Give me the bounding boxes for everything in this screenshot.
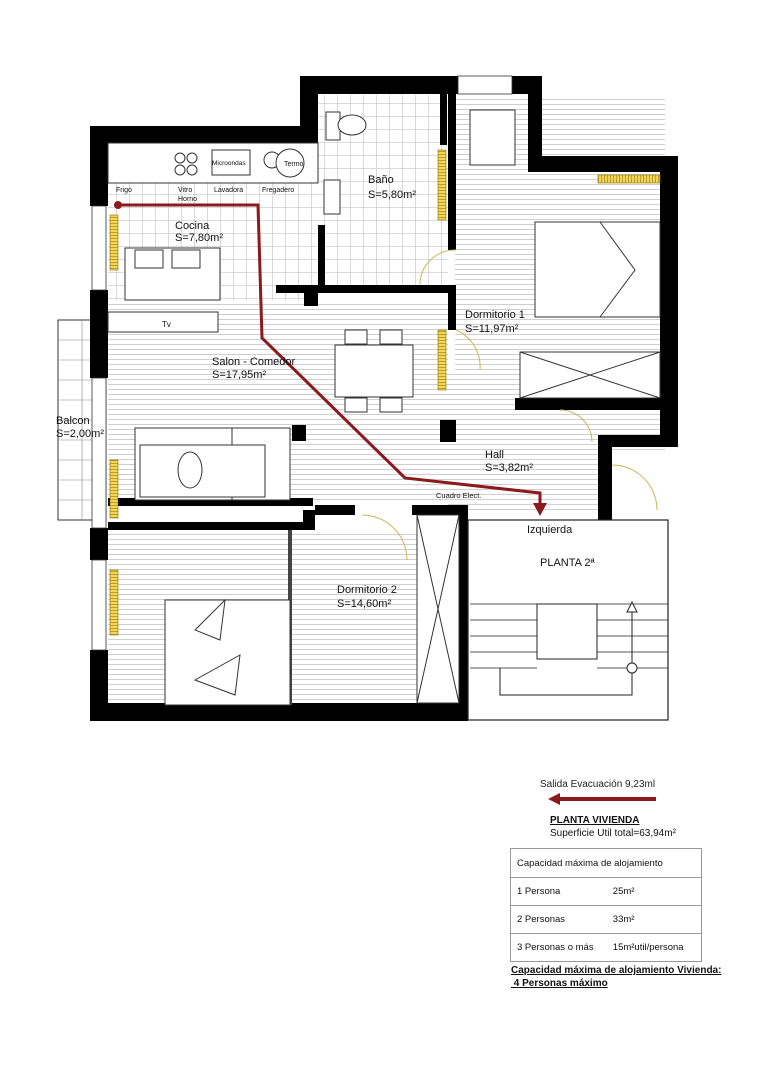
cuadro-label: Cuadro Elect. [436,491,482,500]
summary-subtitle: Superficie Util total=63,94m² [550,828,676,839]
horno-label: Horno [178,196,198,203]
tv-label: Tv [162,320,171,329]
footer-capacity [511,964,721,990]
vitro-label: Vitro [178,187,193,194]
evacuation-legend-arrow [548,792,658,806]
salon-name: Salon - Comedor [212,356,296,368]
termo-label: Termo [284,161,304,168]
capacity-label: 3 Personas o más [511,934,613,962]
dormitorio2-area: S=14,60m² [337,598,392,610]
frigo-label: Frigo [116,187,132,194]
capacity-value: 25m² [613,878,702,906]
capacity-label: 1 Persona [511,878,613,906]
capacity-value: 33m² [613,906,702,934]
hall-area: S=3,82m² [485,462,533,474]
bano-name: Baño [368,174,394,186]
evacuation-legend-label: Salida Evacuación 9,23ml [540,779,656,790]
dormitorio1-area: S=11,97m² [465,323,519,335]
lavadora-label: Lavadora [214,187,244,194]
stair-floor-label: PLANTA 2ª [540,557,595,569]
hall-name: Hall [485,449,504,461]
stair-side-label: Izquierda [527,524,573,536]
footer-line-2: 4 Personas máximo [511,978,608,989]
salon-area: S=17,95m² [212,369,267,381]
table-row [511,906,702,934]
capacity-table [510,848,702,962]
dormitorio2-name: Dormitorio 2 [337,584,397,596]
balcon-name: Balcon [56,415,90,427]
table-row [511,878,702,906]
stair-block [468,520,668,720]
capacity-label: 2 Personas [511,906,613,934]
capacity-value: 15m²util/persona [613,934,702,962]
balcon-area: S=2,00m² [56,428,104,440]
dormitorio1-name: Dormitorio 1 [465,309,525,321]
fregadero-label: Fregadero [262,187,295,194]
microondas-label: Microondas [212,160,246,167]
capacity-header: Capacidad máxima de alojamiento [511,849,702,878]
bano-area: S=5,80m² [368,189,416,201]
table-row [511,934,702,962]
cocina-area: S=7,80m² [175,232,223,244]
footer-line-1: Capacidad máxima de alojamiento Vivienda: [511,965,722,976]
cocina-name: Cocina [175,220,210,232]
summary-title: PLANTA VIVIENDA [550,815,640,826]
